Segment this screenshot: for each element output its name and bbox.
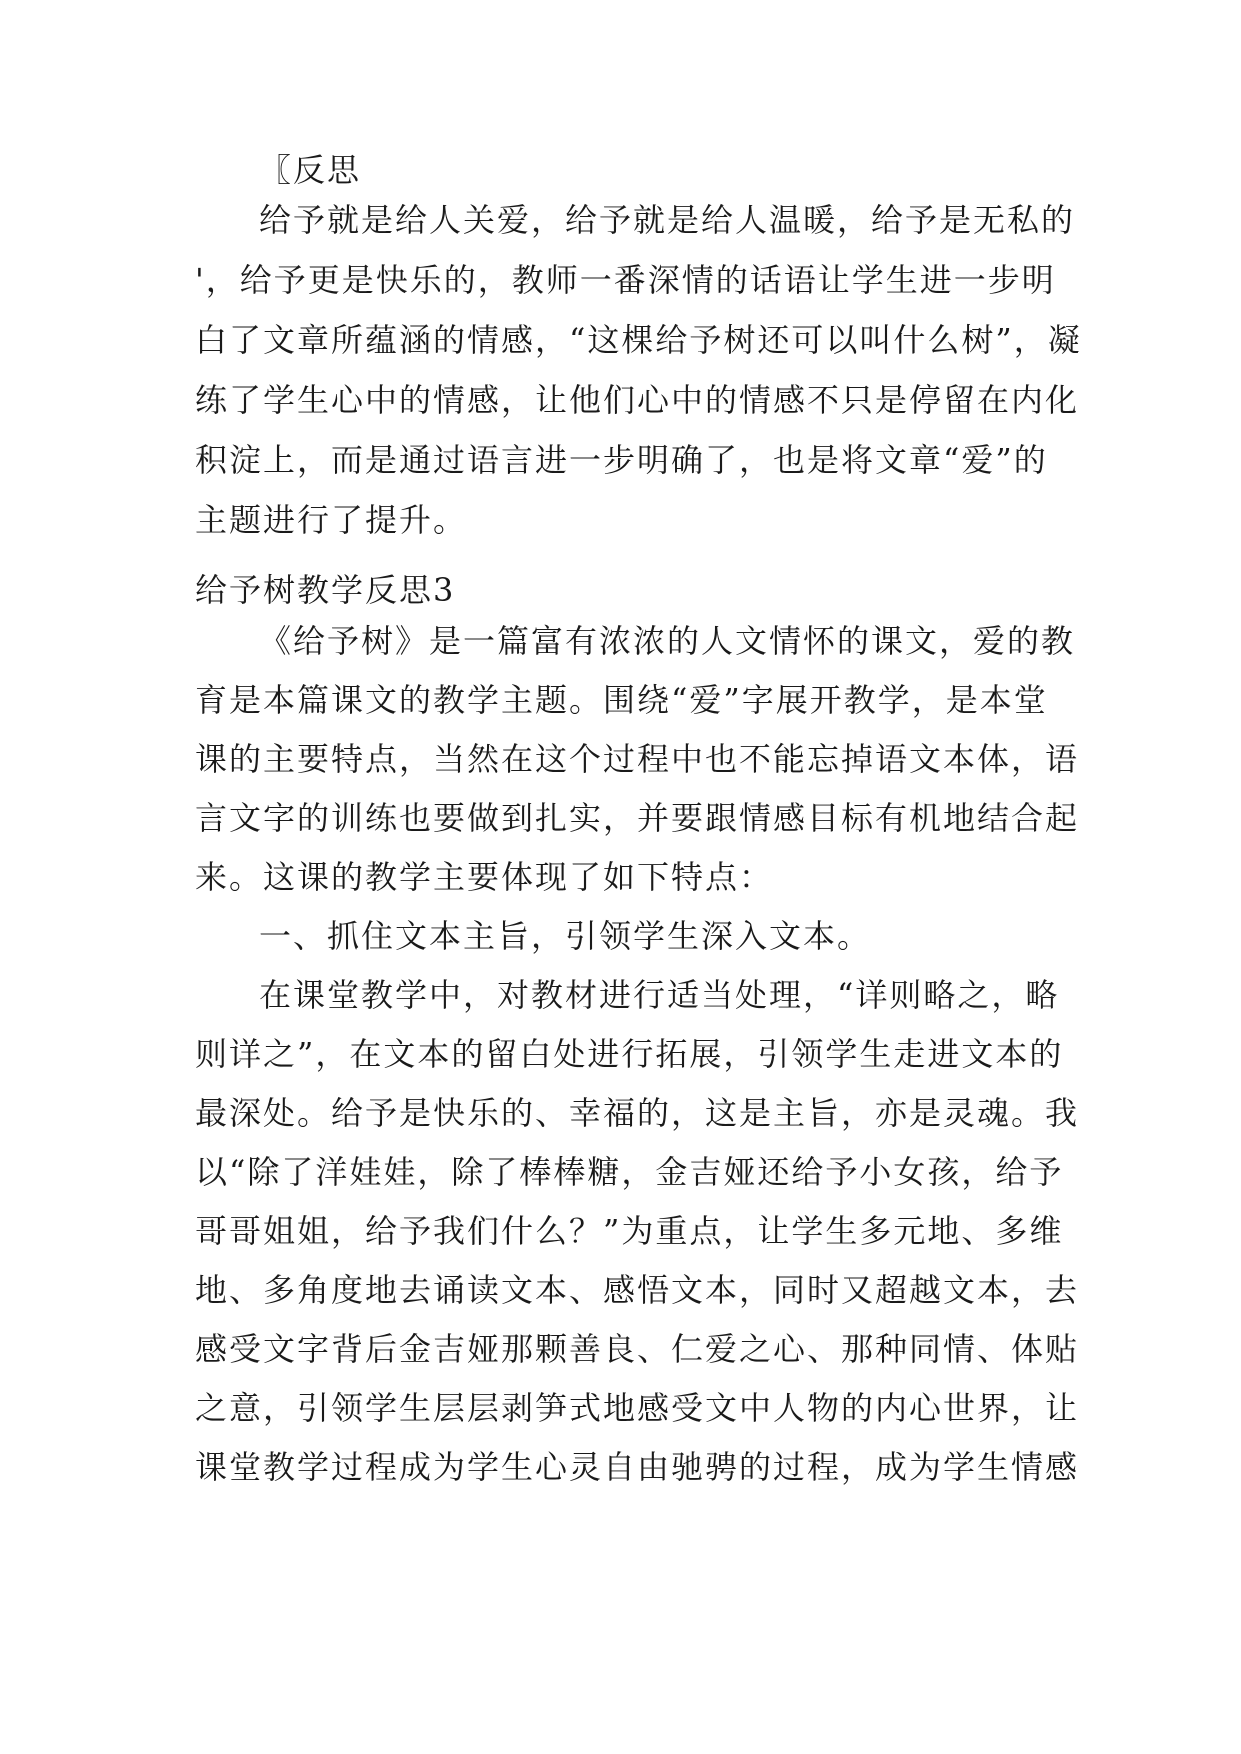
paragraph-line: 以“除了洋娃娃，除了棒棒糖，金吉娅还给予小女孩，给予	[195, 1153, 1064, 1191]
paragraph-line: 来。这课的教学主要体现了如下特点：	[195, 858, 774, 896]
paragraph-line: 白了文章所蕴涵的情感，“这棵给予树还可以叫什么树”，凝	[195, 321, 1082, 359]
intro-paragraph	[195, 612, 1080, 1497]
paragraph-line: 课堂教学过程成为学生心灵自由驰骋的过程，成为学生情感	[195, 1448, 1080, 1486]
paragraph-line: '，给予更是快乐的，教师一番深情的话语让学生进一步明	[195, 261, 1056, 299]
paragraph-line: 最深处。给予是快乐的、幸福的，这是主旨，亦是灵魂。我	[195, 1094, 1080, 1132]
paragraph-line: 《给予树》是一篇富有浓浓的人文情怀的课文，爱的教	[259, 622, 1076, 660]
paragraph-line: 之意，引领学生层层剥笋式地感受文中人物的内心世界，让	[195, 1389, 1080, 1427]
paragraph-line: 言文字的训练也要做到扎实，并要跟情感目标有机地结合起	[195, 799, 1080, 837]
paragraph-line: 积淀上，而是通过语言进一步明确了，也是将文章“爱”的	[195, 441, 1048, 479]
paragraph-line: 则详之”，在文本的留白处进行拓展，引领学生走进文本的	[195, 1035, 1064, 1073]
paragraph-line: 感受文字背后金吉娅那颗善良、仁爱之心、那种同情、体贴	[195, 1330, 1080, 1368]
point-heading: 一、抓住文本主旨，引领学生深入文本。	[259, 917, 872, 955]
paragraph-line: 在课堂教学中，对教材进行适当处理，“详则略之，略	[259, 976, 1060, 1014]
section-title-block	[195, 560, 1055, 620]
paragraph-line: 给予就是给人关爱，给予就是给人温暖，给予是无私的	[259, 201, 1076, 239]
paragraph-line: 课的主要特点，当然在这个过程中也不能忘掉语文本体，语	[195, 740, 1080, 778]
paragraph-line: 育是本篇课文的教学主题。围绕“爱”字展开教学，是本堂	[195, 681, 1048, 719]
paragraph-line: 哥哥姐姐，给予我们什么？”为重点，让学生多元地、多维	[195, 1212, 1064, 1250]
paragraph-line: 地、多角度地去诵读文本、感悟文本，同时又超越文本，去	[195, 1271, 1080, 1309]
reflection-heading: 〖反思	[259, 151, 362, 189]
paragraph-line: 练了学生心中的情感，让他们心中的情感不只是停留在内化	[195, 381, 1080, 419]
paragraph-line: 主题进行了提升。	[195, 501, 468, 539]
section-title: 给予树教学反思3	[195, 571, 456, 609]
reflection-paragraph	[195, 190, 1082, 550]
